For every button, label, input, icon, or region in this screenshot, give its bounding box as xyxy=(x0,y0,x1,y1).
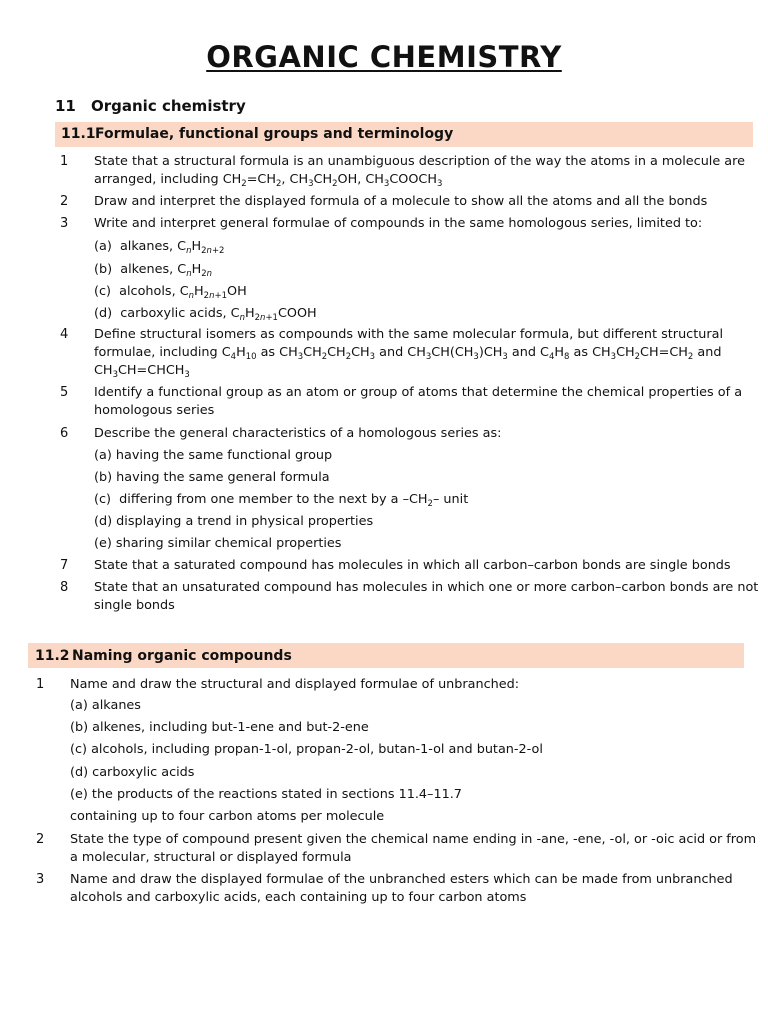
subitem: (a) having the same functional group xyxy=(94,448,333,463)
page-title: ORGANIC CHEMISTRY xyxy=(206,40,562,74)
item-text: State that a structural formula is an unambiguous description of the way the atoms in a molecule are xyxy=(94,154,745,169)
item-number: 5 xyxy=(60,385,69,400)
item-number: 8 xyxy=(60,580,69,595)
subsection-heading-11-1: 11.1Formulae, functional groups and terminology xyxy=(61,126,454,142)
subitem-formula: (c) alcohols, $C_nH_{2n+1}OH$ xyxy=(94,284,247,301)
item-text: a molecular, structural or displayed formula xyxy=(70,850,352,865)
item-text: Describe the general characteristics of a homologous series as: xyxy=(94,426,502,441)
item-number: 2 xyxy=(36,832,45,847)
subitem: (a) alkanes xyxy=(70,698,141,713)
item-text: State that an unsaturated compound has molecules in which one or more carbon–carbon bonds are not xyxy=(94,580,759,595)
item-text: Draw and interpret the displayed formula of a molecule to show all the atoms and all the bonds xyxy=(94,194,708,209)
item-number: 1 xyxy=(60,154,69,169)
item-text: single bonds xyxy=(94,598,175,613)
item-text: homologous series xyxy=(94,403,215,418)
item-text: Name and draw the structural and displayed formulae of unbranched: xyxy=(70,677,520,692)
item-tail: containing up to four carbon atoms per molecule xyxy=(70,809,385,824)
item-text-formula: $CH_3CH=CHCH_3$ xyxy=(94,363,190,380)
item-text-formula: formulae, including $C_4H_{10}$ as $CH_3CH_2CH_2CH_3$ and $CH_3CH(CH_3)CH_3$ and $C_4H_8$ as $CH_3CH_2CH=CH_2$ and xyxy=(94,345,722,362)
item-text: Name and draw the displayed formulae of the unbranched esters which can be made from unbranched xyxy=(70,872,733,887)
subitem: (b) having the same general formula xyxy=(94,470,330,485)
item-number: 3 xyxy=(36,872,45,887)
item-text: State the type of compound present given the chemical name ending in -ane, -ene, -ol, or -oic acid or from xyxy=(70,832,757,847)
item-number: 4 xyxy=(60,327,69,342)
subitem-formula: (d) carboxylic acids, $C_nH_{2n+1}COOH$ xyxy=(94,306,317,323)
subitem: (e) the products of the reactions stated in sections 11.4–11.7 xyxy=(70,787,462,802)
subitem-formula: (c) differing from one member to the next by a $-CH_2-$ unit xyxy=(94,492,469,509)
item-number: 7 xyxy=(60,558,69,573)
subitem-formula: (a) alkanes, $C_nH_{2n+2}$ xyxy=(94,239,225,256)
subitem: (c) alcohols, including propan-1-ol, propan-2-ol, butan-1-ol and butan-2-ol xyxy=(70,742,543,757)
section-heading: 11 Organic chemistry xyxy=(55,97,246,115)
item-number: 1 xyxy=(36,677,45,692)
subitem-formula: (b) alkenes, $C_nH_{2n}$ xyxy=(94,262,213,279)
item-number: 2 xyxy=(60,194,69,209)
item-text: Identify a functional group as an atom or group of atoms that determine the chemical properties of a xyxy=(94,385,743,400)
item-number: 6 xyxy=(60,426,69,441)
subitem: (d) displaying a trend in physical properties xyxy=(94,514,374,529)
item-text-formula: arranged, including $CH_2=CH_2$, $CH_3CH_2OH$, $CH_3COOCH_3$ xyxy=(94,172,443,189)
item-text: Define structural isomers as compounds with the same molecular formula, but different structural xyxy=(94,327,724,342)
subsection-heading-11-2: 11.2 Naming organic compounds xyxy=(35,648,292,664)
subitem: (b) alkenes, including but-1-ene and but-2-ene xyxy=(70,720,369,735)
subitem: (e) sharing similar chemical properties xyxy=(94,536,342,551)
item-text: Write and interpret general formulae of compounds in the same homologous series, limited to: xyxy=(94,216,703,231)
item-text: alcohols and carboxylic acids, each containing up to four carbon atoms xyxy=(70,890,527,905)
item-number: 3 xyxy=(60,216,69,231)
item-text: State that a saturated compound has molecules in which all carbon–carbon bonds are single bonds xyxy=(94,558,731,573)
subitem: (d) carboxylic acids xyxy=(70,765,195,780)
